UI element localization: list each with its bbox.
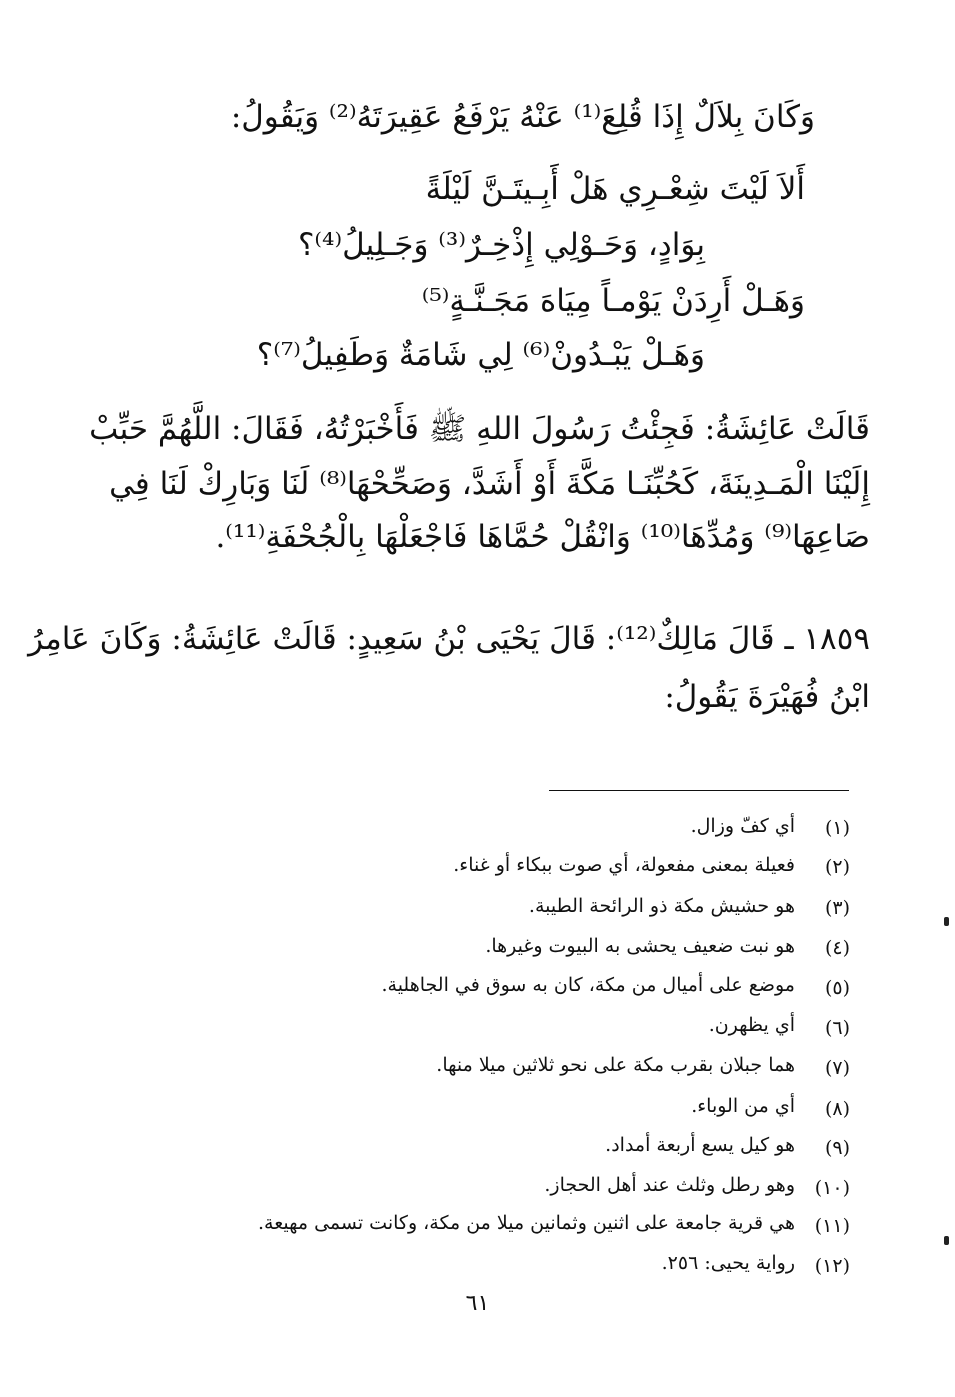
paragraph-3-line-2: ابْنُ فُهَيْرَةَ يَقُولُ: xyxy=(664,679,870,715)
verse-2a: وَهَـلْ أَرِدَنْ يَوْمـاً مِيَاهَ مَجَـنَّـةٍ⁽⁵⁾ xyxy=(421,283,805,319)
footnote-separator xyxy=(549,790,849,791)
verse-1b: بِوَادٍ، وَحَـوْلِي إِذْخِـرٌ⁽³⁾ وَجَـلِيلُ⁽⁴⁾؟ xyxy=(297,227,705,263)
footnote-text: أي يظهرن. xyxy=(708,1014,795,1036)
footnote-text: هما جبلان بقرب مكة على نحو ثلاثين ميلا منها. xyxy=(436,1054,795,1076)
paragraph-3-line-1: ١٨٥٩ ـ قَالَ مَالِكٌ⁽¹²⁾: قَالَ يَحْيَى بْنُ سَعِيدٍ: قَالَتْ عَائِشَةُ: وَكَانَ عَامِرُ xyxy=(28,621,870,657)
footnote-text: وهو رطل وثلث عند أهل الحجاز. xyxy=(544,1174,795,1196)
scan-mark xyxy=(944,1236,949,1245)
footnote-number: (٣) xyxy=(824,897,850,919)
footnote-text: موضع على أميال من مكة، كان به سوق في الجاهلية. xyxy=(381,974,795,996)
footnote-number: (٦) xyxy=(824,1017,850,1039)
paragraph-2-line-3: صَاعِهَا⁽⁹⁾ وَمُدِّهَا⁽¹⁰⁾ وَانْقُلْ حُمَّاهَا فَاجْعَلْهَا بِالْجُحْفَةِ⁽¹¹⁾. xyxy=(215,519,870,555)
scan-mark xyxy=(944,917,949,926)
footnote-number: (١) xyxy=(824,817,850,839)
footnote-number: (٨) xyxy=(824,1098,850,1120)
footnote-text: هو نبت ضعيف يحشى به البيوت وغيرها. xyxy=(485,935,795,957)
footnote-text: أي من الوباء. xyxy=(691,1095,795,1117)
footnote-number: (١٢) xyxy=(814,1255,850,1277)
footnote-number: (٢) xyxy=(824,856,850,878)
footnote-number: (١١) xyxy=(814,1215,850,1237)
footnote-text: رواية يحيى: ٢٥٦. xyxy=(661,1252,795,1274)
verse-2b: وَهَـلْ يَبْـدُونْ⁽⁶⁾ لِي شَامَةٌ وَطَفِيلُ⁽⁷⁾؟ xyxy=(256,337,705,373)
footnote-text: هي قرية جامعة على اثنين وثمانين ميلا من مكة، وكانت تسمى مهيعة. xyxy=(257,1212,795,1234)
footnote-text: هو كيل يسع أربعة أمداد. xyxy=(605,1134,795,1156)
paragraph-1-line-1: وَكَانَ بِلاَلٌ إِذَا قُلِعَ⁽¹⁾ عَنْهُ يَرْفَعُ عَقِيرَتَهُ⁽²⁾ وَيَقُولُ: xyxy=(230,99,815,135)
footnote-number: (٧) xyxy=(824,1057,850,1079)
verse-1a: أَلاَ لَيْتَ شِعْـرِي هَلْ أَبِـيتَـنَّ لَيْلَةً xyxy=(425,171,805,207)
footnote-text: فعيلة بمعنى مفعولة، أي صوت ببكاء أو غناء. xyxy=(453,854,795,876)
footnote-number: (٩) xyxy=(824,1137,850,1159)
footnote-number: (٥) xyxy=(824,977,850,999)
paragraph-2-line-1: قَالَتْ عَائِشَةُ: فَجِئْتُ رَسُولَ اللهِ ﷺ فَأَخْبَرْتُهُ، فَقَالَ: اللَّهُمَّ حَبِّبْ xyxy=(89,411,870,447)
paragraph-2-line-2: إِلَيْنَا الْمَـدِينَةَ، كَحُبِّنَـا مَكَّةَ أَوْ أَشَدَّ، وَصَحِّحْهَا⁽⁸⁾ لَنَا وَبَارِكْ لَنَا فِي xyxy=(109,466,870,502)
footnote-text: هو حشيش مكة ذو الرائحة الطيبة. xyxy=(528,895,795,917)
page-number: ٦١ xyxy=(465,1291,490,1316)
footnote-text: أي كفّ وزال. xyxy=(690,815,795,837)
footnote-number: (١٠) xyxy=(814,1177,850,1199)
footnote-number: (٤) xyxy=(824,937,850,959)
